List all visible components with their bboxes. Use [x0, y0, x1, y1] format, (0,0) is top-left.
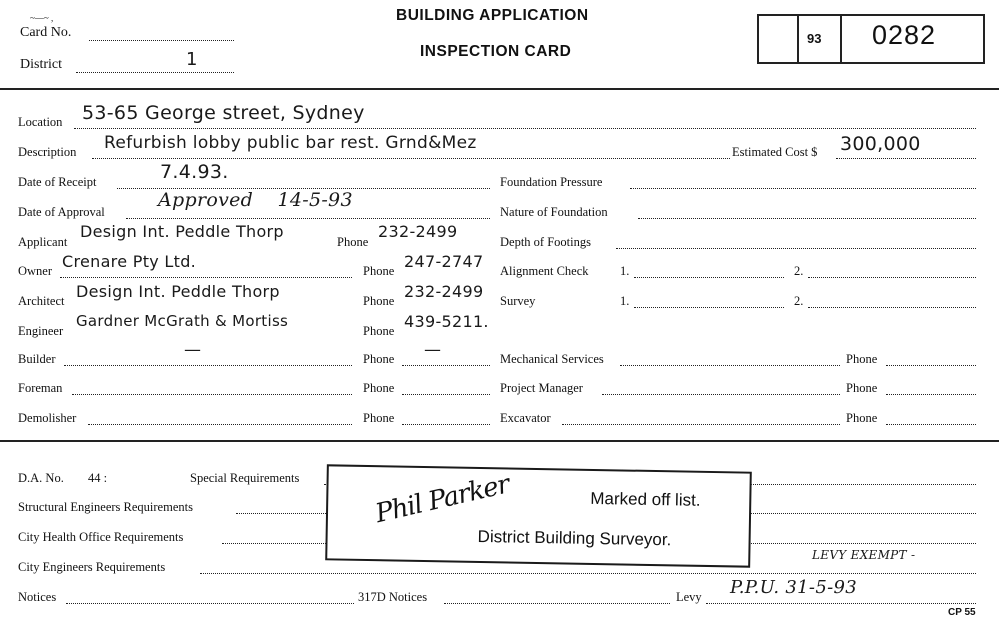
excavator-line: [562, 424, 840, 425]
nature-foundation-label: Nature of Foundation: [500, 205, 608, 219]
builder-phone-label: Phone: [363, 352, 395, 366]
owner-label: Owner: [18, 264, 53, 278]
date-approval-label: Date of Approval: [18, 205, 105, 219]
alignment-check-label: Alignment Check: [500, 264, 589, 278]
structural-label: Structural Engineers Requirements: [18, 500, 193, 514]
excavator-label: Excavator: [500, 411, 551, 425]
excavator-phone-label: Phone: [846, 411, 878, 425]
alignment-num-1: 1.: [620, 264, 630, 278]
applicant-label: Applicant: [18, 235, 68, 249]
mechanical-line: [620, 365, 840, 366]
estimated-cost-label: Estimated Cost $: [732, 145, 818, 159]
owner-phone-label: Phone: [363, 264, 395, 278]
district-label: District: [20, 57, 62, 72]
stamp-signature: Phil Parker: [372, 469, 512, 530]
divider-top: [0, 88, 999, 90]
survey-num-1: 1.: [620, 294, 630, 308]
builder-label: Builder: [18, 352, 56, 366]
description-value: Refurbish lobby public bar rest. Grnd&Mez: [104, 133, 477, 153]
divider-bottom: [0, 440, 999, 442]
applicant-value: Design Int. Peddle Thorp: [80, 222, 284, 241]
engineer-label: Engineer: [18, 324, 64, 338]
foreman-phone-line: [402, 394, 490, 395]
demolisher-phone-label: Phone: [363, 411, 395, 425]
foreman-line: [72, 394, 352, 395]
foreman-phone-label: Phone: [363, 381, 395, 395]
card-number-box: [757, 14, 985, 64]
box-divider-1: [797, 16, 799, 62]
district-value: 1: [186, 49, 198, 70]
notices-317d-line: [444, 603, 670, 604]
survey-num-2: 2.: [794, 294, 804, 308]
form-title: BUILDING APPLICATION: [396, 7, 589, 24]
location-line: [74, 128, 976, 129]
estimated-cost-value: 300,000: [840, 133, 921, 155]
demolisher-label: Demolisher: [18, 411, 77, 425]
location-label: Location: [18, 115, 63, 129]
foundation-pressure-label: Foundation Pressure: [500, 175, 603, 189]
engineer-phone-value: 439-5211.: [404, 312, 489, 331]
excavator-phone-line: [886, 424, 976, 425]
approval-stamp: [325, 464, 752, 567]
owner-line: [60, 277, 352, 278]
box-divider-2: [840, 16, 842, 62]
district-line: [76, 72, 234, 73]
levy-line: [706, 603, 976, 604]
builder-phone-line: [402, 365, 490, 366]
da-no-label: D.A. No.: [18, 471, 64, 485]
box-number: 0282: [872, 20, 937, 50]
levy-note: LEVY EXEMPT -: [812, 548, 916, 562]
applicant-phone-value: 232-2499: [378, 222, 458, 241]
city-engineers-line: [200, 573, 976, 574]
levy-label: Levy: [676, 590, 702, 604]
levy-value: P.P.U. 31-5-93: [730, 577, 857, 598]
stamp-line2: District Building Surveyor.: [477, 526, 672, 550]
description-label: Description: [18, 145, 77, 159]
builder-value: —: [184, 340, 202, 360]
engineer-phone-label: Phone: [363, 324, 395, 338]
foundation-pressure-line: [630, 188, 976, 189]
depth-footings-label: Depth of Footings: [500, 235, 591, 249]
depth-footings-line: [616, 248, 976, 249]
survey-label: Survey: [500, 294, 536, 308]
mechanical-label: Mechanical Services: [500, 352, 604, 366]
nature-foundation-line: [638, 218, 976, 219]
alignment-line-1: [634, 277, 784, 278]
form-code: CP 55: [948, 607, 976, 618]
stamp-line1: Marked off list.: [590, 488, 701, 510]
builder-phone-value: —: [424, 340, 442, 360]
health-label: City Health Office Requirements: [18, 530, 184, 544]
alignment-num-2: 2.: [794, 264, 804, 278]
architect-value: Design Int. Peddle Thorp: [76, 282, 280, 301]
estimated-cost-line: [836, 158, 976, 159]
date-receipt-label: Date of Receipt: [18, 175, 97, 189]
owner-phone-value: 247-2747: [404, 252, 484, 271]
special-requirements-label: Special Requirements: [190, 471, 300, 485]
project-manager-label: Project Manager: [500, 381, 583, 395]
notices-label: Notices: [18, 590, 57, 604]
builder-line: [64, 365, 352, 366]
description-line: [92, 158, 730, 159]
date-approval-value: Approved 14-5-93: [158, 189, 353, 211]
survey-line-2: [808, 307, 976, 308]
da-no-value: 44 :: [88, 471, 108, 485]
architect-label: Architect: [18, 294, 65, 308]
survey-line-1: [634, 307, 784, 308]
location-value: 53-65 George street, Sydney: [82, 102, 365, 124]
mechanical-phone-line: [886, 365, 976, 366]
project-manager-phone-label: Phone: [846, 381, 878, 395]
card-no-label: Card No.: [20, 25, 72, 40]
box-prefix: 93: [807, 31, 822, 46]
notices-line: [66, 603, 354, 604]
project-manager-line: [602, 394, 840, 395]
notices-317d-label: 317D Notices: [358, 590, 428, 604]
card-no-line: [89, 40, 234, 41]
owner-value: Crenare Pty Ltd.: [62, 252, 197, 271]
city-engineers-label: City Engineers Requirements: [18, 560, 166, 574]
alignment-line-2: [808, 277, 976, 278]
form-subtitle: INSPECTION CARD: [420, 43, 572, 60]
demolisher-line: [88, 424, 352, 425]
card-no-scribble: ~—~ ,: [30, 13, 54, 23]
architect-phone-value: 232-2499: [404, 282, 484, 301]
demolisher-phone-line: [402, 424, 490, 425]
engineer-value: Gardner McGrath & Mortiss: [76, 312, 289, 330]
mechanical-phone-label: Phone: [846, 352, 878, 366]
foreman-label: Foreman: [18, 381, 63, 395]
date-receipt-value: 7.4.93.: [160, 161, 229, 183]
applicant-phone-label: Phone: [337, 235, 369, 249]
project-manager-phone-line: [886, 394, 976, 395]
architect-phone-label: Phone: [363, 294, 395, 308]
date-approval-line: [126, 218, 490, 219]
